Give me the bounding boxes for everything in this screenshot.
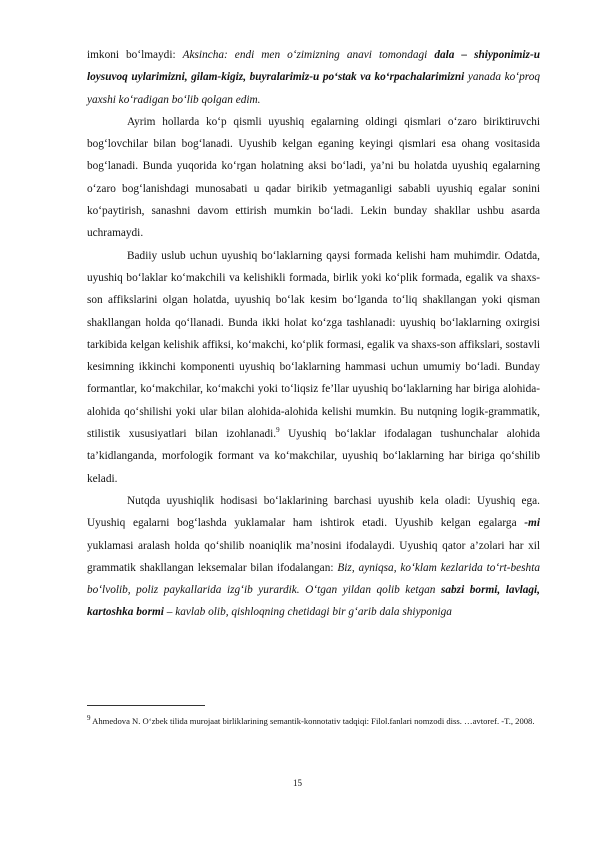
p1-lead: imkoni bo‘lmaydi: xyxy=(87,49,183,61)
paragraph-2: Ayrim hollarda ko‘p qismli uyushiq egalarning oldingi qismlari o‘zaro biriktiruvchi bog‘lovchilar bilan bog‘lanadi. Uyushib kelgan eganing keyingi qismlari esa ohang vositasida bog‘lanadi. Bunda yuqorida ko‘rgan holatning aksi bo‘ladi, ya’ni bu holatda uyushiq egalarning o‘zaro bog‘lanishdagi munosabati u qadar birikib yetmaganligi sababli uyushiq egalar sonini ko‘paytirish, sanashni davom ettirish mumkin bo‘ladi. Lekin bunday shakllar ushbu asarda uchramaydi. xyxy=(87,115,540,240)
footnote xyxy=(87,713,540,730)
footnote-reference[interactable]: 9 xyxy=(276,426,280,435)
paragraph-1 xyxy=(87,44,540,111)
footnote-mark: 9 xyxy=(87,714,91,723)
p1-bold-italic-2: – shiyponimiz-u loysuvoq uylarimizni, gilam-kigiz, buyralarimiz-u po‘stak va ko‘rpachalarimizni xyxy=(87,49,541,84)
p1-bold-italic: dala xyxy=(434,49,455,61)
p4-text-2: yuklamasi aralash holda qo‘shilib noaniqlik ma’nosini ifodalaydi. Uyushiq qator a’zolari har xil grammatik shakllangan leksemalar bilan ifodalangan: xyxy=(87,539,540,574)
p3-text-after: Uyushiq bo‘laklar ifodalagan tushunchalar alohida ta’kidlanganda, morfologik formant va ko‘makchilar, uyushiq bo‘laklarning har biriga qo‘shilib keladi. xyxy=(87,428,540,485)
page-number: 15 xyxy=(293,778,302,788)
p4-italic-tail: – kavlab olib, qishloqning chetidagi bir g‘arib dala shiyponiga xyxy=(163,606,452,619)
footnote-separator xyxy=(87,705,205,706)
page-body xyxy=(87,44,540,624)
p1-tail-italic: yanada ko‘proq yaxshi ko‘radigan bo‘lib qolgan edim. xyxy=(87,71,540,106)
p4-italic: Biz, ayniqsa, ko‘klam kezlarida to‘rt-beshta bo‘lvolib, poliz paykallarida izg‘ib yurardik. O‘tgan yildan qolib ketgan xyxy=(87,561,540,597)
p4-bold-italic: sabzi bormi, lavlagi, kartoshka bormi xyxy=(87,584,540,619)
paragraph-3 xyxy=(87,245,540,490)
paragraph-4 xyxy=(87,490,540,624)
p4-suffix: -mi xyxy=(524,517,540,530)
p3-text: Badiiy uslub uchun uyushiq bo‘laklarning qaysi formada kelishi ham muhimdir. Odatda, uyushiq bo‘laklar ko‘makchili va kelishikli formada, birlik yoki ko‘plik formada, egalik va shaxs-son affikslarini olgan holatda, uyushiq bo‘lak kesim bo‘lganda to‘liq shakllangan yoki qisman shakllangan holda qo‘llanadi. Bunda ikki holat ko‘zga tashlanadi: uyushiq bo‘laklarning oxirgisi tarkibida kelgan kelishik affiksi, ko‘makchi, ko‘plik formasi, egalik va shaxs-son affikslari, sostavli kesimning ikkinchi komponenti uyushiq bo‘laklarning hammasi uchun umumiy bo‘ladi. Bunday formantlar, ko‘makchilar, ko‘makchi yoki to‘liqsiz fe’llar uyushiq bo‘laklarning har biriga alohida-alohida qo‘shilishi yoki ular bilan alohida-alohida kelishi mumkin. Bu nutqning logik-grammatik, stilistik xususiyatlari bilan izohlanadi. xyxy=(87,249,540,441)
footnote-text: Ahmedova N. O‘zbek tilida murojaat birliklarining semantik-konnotativ tadqiqi: Filol.fanlari nomzodi diss. …avtoref. -T., 2008. xyxy=(90,716,535,726)
p4-text: Nutqda uyushiqlik hodisasi bo‘laklarining barchasi uyushib kela oladi: Uyushiq ega. Uyushiq egalarni bog‘lashda yuklamalar ham ishtirok etadi. Uyushib kelgan egalarga xyxy=(87,494,540,530)
p1-italic: Aksincha: endi men o‘zimizning anavi tomondagi xyxy=(182,49,435,61)
